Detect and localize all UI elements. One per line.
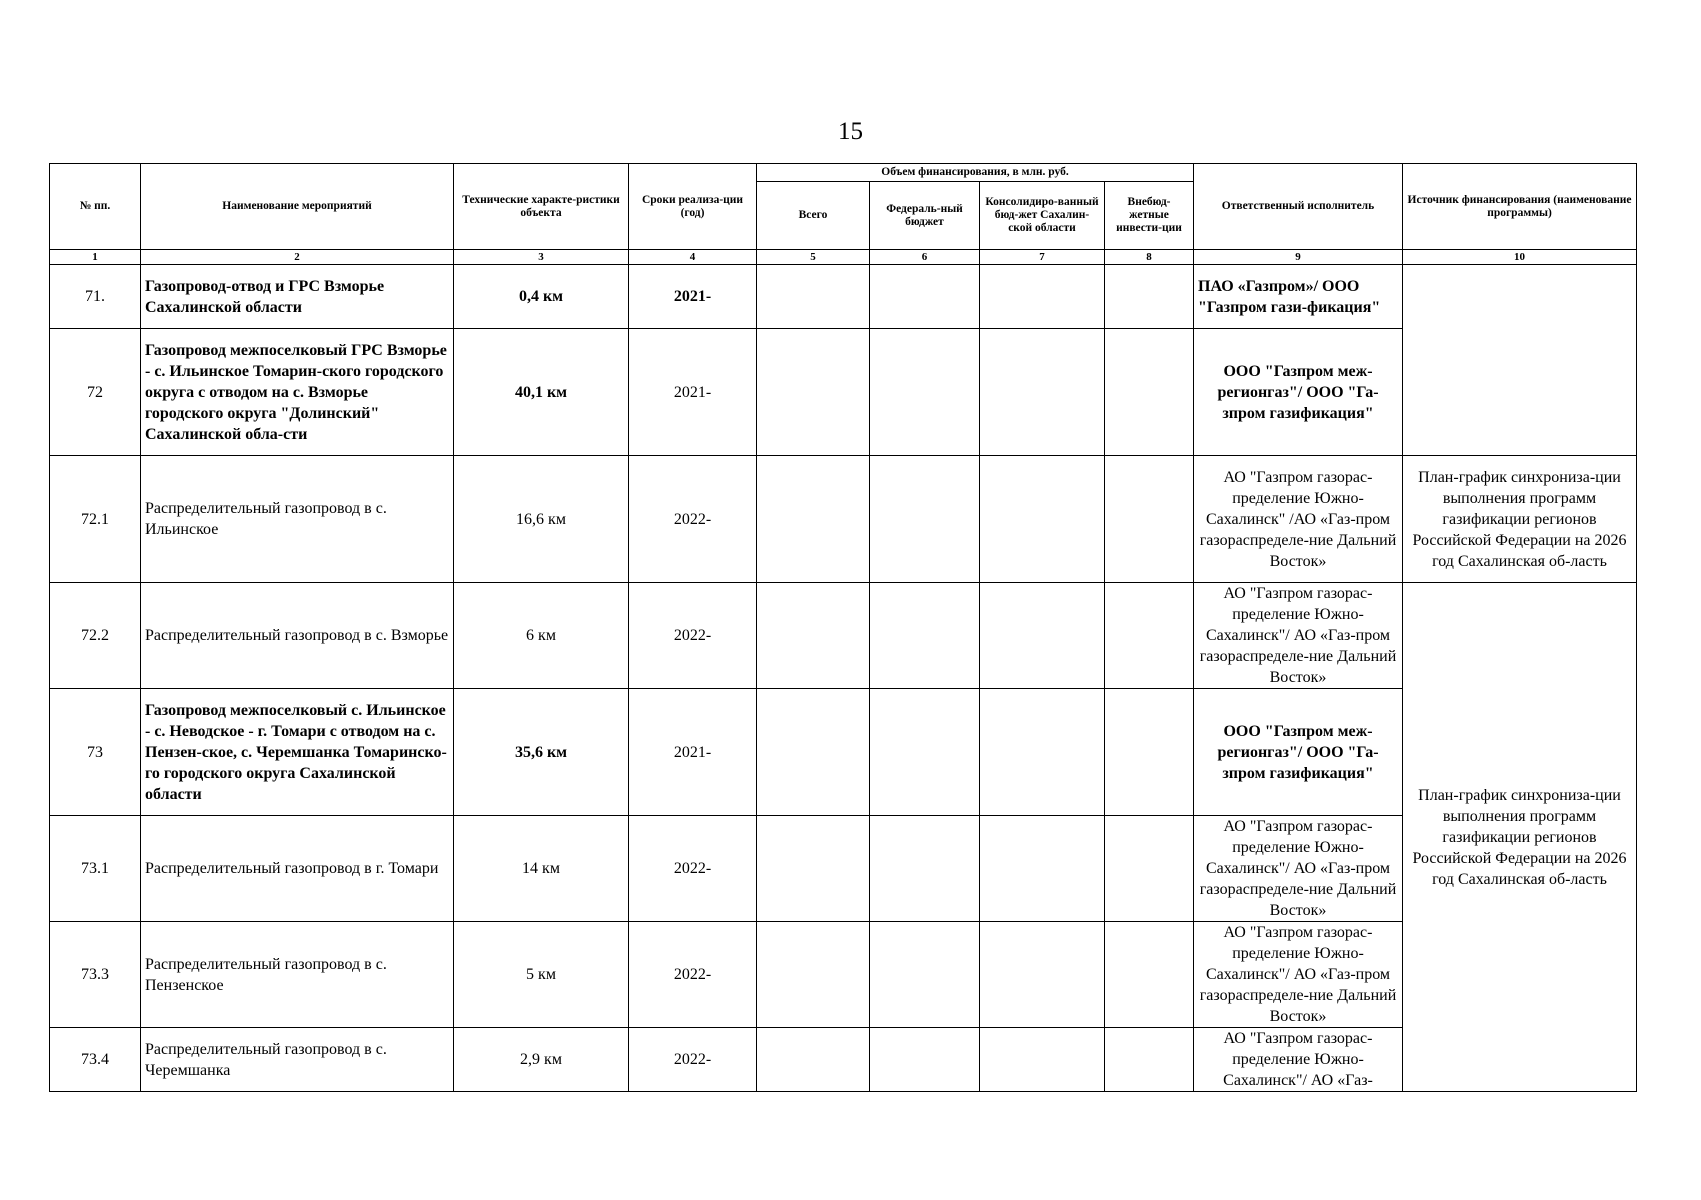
row-term: 2022-	[629, 922, 757, 1028]
page-number: 15	[838, 118, 863, 145]
table-row	[50, 689, 1637, 816]
row-consolidated	[980, 922, 1105, 1028]
row-term: 2021-	[629, 329, 757, 456]
row-executor: ПАО «Газпром»/ ООО "Газпром гази-фикация"	[1194, 265, 1403, 329]
row-name: Распределительный газопровод в с. Ильинское	[141, 456, 454, 583]
row-term: 2022-	[629, 456, 757, 583]
row-federal	[870, 1028, 980, 1092]
activities-table	[49, 163, 1637, 1092]
row-name: Распределительный газопровод в г. Томари	[141, 816, 454, 922]
row-consolidated	[980, 456, 1105, 583]
row-tech: 35,6 км	[454, 689, 629, 816]
row-term: 2022-	[629, 816, 757, 922]
row-term: 2021-	[629, 689, 757, 816]
column-number-row	[50, 250, 1637, 265]
row-name: Распределительный газопровод в с. Взморье	[141, 583, 454, 689]
row-tech: 0,4 км	[454, 265, 629, 329]
row-federal	[870, 689, 980, 816]
row-name: Распределительный газопровод в с. Черемшанка	[141, 1028, 454, 1092]
row-executor: АО "Газпром газорас-пределение Южно-Сахалинск"/ АО «Газ-пром газораспределе-ние Дальний Восток»	[1194, 922, 1403, 1028]
column-number: 6	[870, 250, 980, 265]
table-row	[50, 265, 1637, 329]
row-offbudget	[1105, 816, 1194, 922]
row-number: 73.4	[50, 1028, 141, 1092]
row-name: Газопровод-отвод и ГРС Взморье Сахалинской области	[141, 265, 454, 329]
header-number: № пп.	[50, 164, 141, 250]
row-number: 72.2	[50, 583, 141, 689]
header-name: Наименование мероприятий	[141, 164, 454, 250]
row-term: 2021-	[629, 265, 757, 329]
row-offbudget	[1105, 922, 1194, 1028]
row-total	[757, 583, 870, 689]
row-federal	[870, 329, 980, 456]
header-offbudget: Внебюд-жетные инвести-ции	[1105, 182, 1194, 250]
row-offbudget	[1105, 1028, 1194, 1092]
header-funding-group: Объем финансирования, в млн. руб.	[757, 164, 1194, 182]
row-number: 72	[50, 329, 141, 456]
row-total	[757, 922, 870, 1028]
row-source: План-график синхрониза-ции выполнения программ газификации регионов Российской Федерации на 2026 год Сахалинская об-ласть	[1403, 456, 1637, 583]
row-number: 73	[50, 689, 141, 816]
column-number: 7	[980, 250, 1105, 265]
row-term: 2022-	[629, 583, 757, 689]
column-number: 8	[1105, 250, 1194, 265]
row-total	[757, 689, 870, 816]
row-consolidated	[980, 1028, 1105, 1092]
row-offbudget	[1105, 329, 1194, 456]
header-consolidated: Консолидиро-ванный бюд-жет Сахалин-ской области	[980, 182, 1105, 250]
column-number: 5	[757, 250, 870, 265]
row-tech: 16,6 км	[454, 456, 629, 583]
table-row	[50, 583, 1637, 689]
row-term: 2022-	[629, 1028, 757, 1092]
row-offbudget	[1105, 583, 1194, 689]
row-executor: АО "Газпром газорас-пределение Южно-Сахалинск" /АО «Газ-пром газораспределе-ние Дальний Восток»	[1194, 456, 1403, 583]
row-consolidated	[980, 265, 1105, 329]
row-source-empty	[1403, 265, 1637, 456]
row-tech: 6 км	[454, 583, 629, 689]
row-consolidated	[980, 689, 1105, 816]
row-tech: 14 км	[454, 816, 629, 922]
table-body	[50, 265, 1637, 1092]
column-number: 9	[1194, 250, 1403, 265]
row-name: Газопровод межпоселковый с. Ильинское - с. Неводское - г. Томари с отводом на с. Пензен-ское, с. Черемшанка Томаринско-го городского округа Сахалинской области	[141, 689, 454, 816]
header-term: Сроки реализа-ции (год)	[629, 164, 757, 250]
row-federal	[870, 456, 980, 583]
row-federal	[870, 816, 980, 922]
row-executor: ООО "Газпром меж-регионгаз"/ ООО "Га-зпром газификация"	[1194, 329, 1403, 456]
row-offbudget	[1105, 265, 1194, 329]
row-name: Распределительный газопровод в с. Пензенское	[141, 922, 454, 1028]
column-number: 2	[141, 250, 454, 265]
table-header	[50, 164, 1637, 265]
row-federal	[870, 922, 980, 1028]
row-number: 73.1	[50, 816, 141, 922]
row-consolidated	[980, 583, 1105, 689]
row-number: 71.	[50, 265, 141, 329]
row-total	[757, 456, 870, 583]
row-executor: АО "Газпром газорас-пределение Южно-Сахалинск"/ АО «Газ-пром газораспределе-ние Дальний Восток»	[1194, 816, 1403, 922]
row-total	[757, 265, 870, 329]
column-number: 10	[1403, 250, 1637, 265]
table-row	[50, 329, 1637, 456]
row-total	[757, 816, 870, 922]
header-source: Источник финансирования (наименование программы)	[1403, 164, 1637, 250]
row-source: План-график синхрониза-ции выполнения программ газификации регионов Российской Федерации на 2026 год Сахалинская об-ласть	[1403, 583, 1637, 1092]
row-executor: ООО "Газпром меж-регионгаз"/ ООО "Га-зпром газификация"	[1194, 689, 1403, 816]
row-consolidated	[980, 816, 1105, 922]
row-federal	[870, 583, 980, 689]
row-tech: 2,9 км	[454, 1028, 629, 1092]
header-tech: Технические характе-ристики объекта	[454, 164, 629, 250]
row-executor: АО "Газпром газорас-пределение Южно-Сахалинск"/ АО «Газ-пром газораспределе-ние Дальний Восток»	[1194, 583, 1403, 689]
header-executor: Ответственный исполнитель	[1194, 164, 1403, 250]
row-offbudget	[1105, 456, 1194, 583]
table-row	[50, 1028, 1637, 1092]
row-number: 72.1	[50, 456, 141, 583]
row-tech: 40,1 км	[454, 329, 629, 456]
row-total	[757, 329, 870, 456]
row-tech: 5 км	[454, 922, 629, 1028]
row-name: Газопровод межпоселковый ГРС Взморье - с. Ильинское Томарин-ского городского округа с отводом на с. Взморье городского округа "Долинский" Сахалинской обла-сти	[141, 329, 454, 456]
table-row	[50, 456, 1637, 583]
header-total: Всего	[757, 182, 870, 250]
row-number: 73.3	[50, 922, 141, 1028]
column-number: 4	[629, 250, 757, 265]
row-offbudget	[1105, 689, 1194, 816]
table-row	[50, 922, 1637, 1028]
row-total	[757, 1028, 870, 1092]
column-number: 3	[454, 250, 629, 265]
column-number: 1	[50, 250, 141, 265]
row-federal	[870, 265, 980, 329]
row-consolidated	[980, 329, 1105, 456]
table-row	[50, 816, 1637, 922]
header-federal: Федераль-ный бюджет	[870, 182, 980, 250]
row-executor: АО "Газпром газорас-пределение Южно-Сахалинск"/ АО «Газ-	[1194, 1028, 1403, 1092]
